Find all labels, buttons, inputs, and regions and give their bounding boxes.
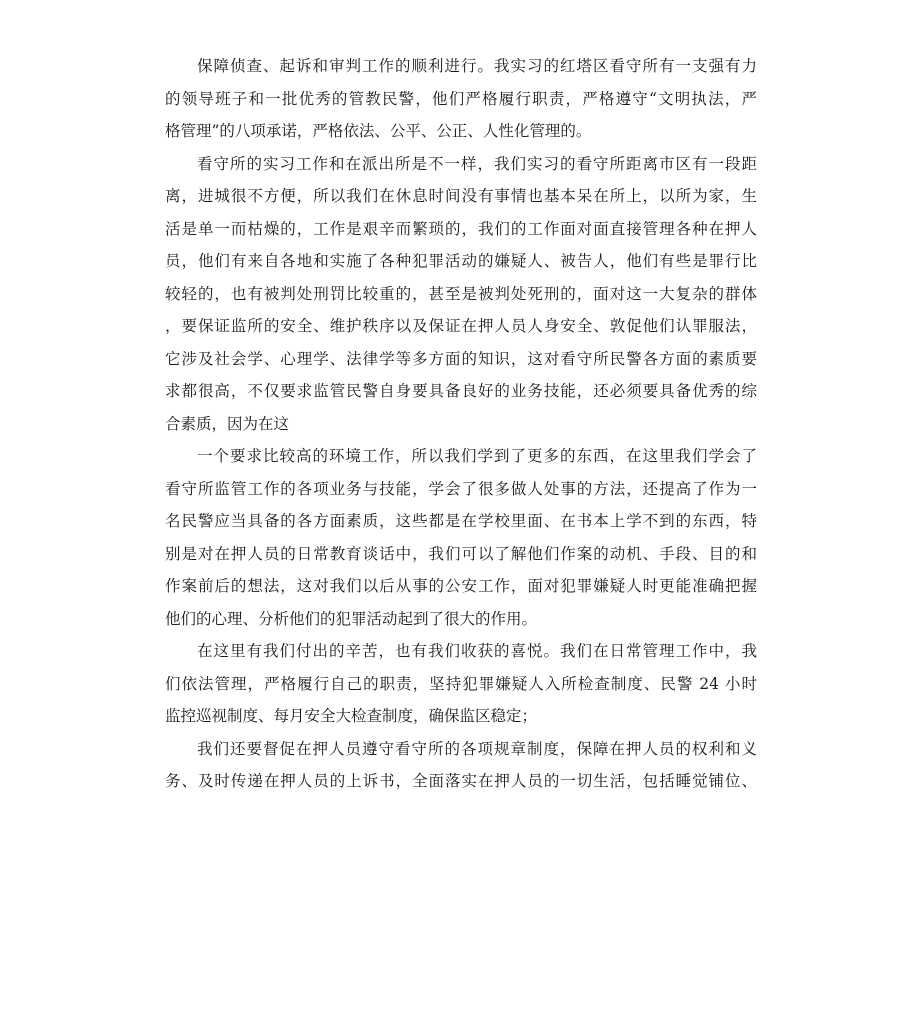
document-body	[165, 50, 757, 798]
text-line: 格管理”的八项承诺，严格依法、公平、公正、人性化管理的。	[165, 122, 592, 140]
paragraph-2	[165, 148, 757, 441]
text-line: 看守所监管工作的各项业务与技能，学会了很多做人处事的方法，还提高了作为一	[165, 479, 757, 498]
paragraph-1	[165, 50, 757, 148]
text-line: 它涉及社会学、心理学、法律学等多方面的知识，这对看守所民警各方面的素质要	[165, 349, 757, 368]
text-line: 务、及时传递在押人员的上诉书，全面落实在押人员的一切生活，包括睡觉铺位、	[165, 772, 757, 790]
text-line: 他们的心理、分析他们的犯罪活动起到了很大的作用。	[165, 609, 538, 628]
text-line: 在这里有我们付出的辛苦，也有我们收获的喜悦。我们在日常管理工作中，我	[197, 642, 757, 660]
paragraph-3	[165, 440, 757, 635]
text-line: 别是对在押人员的日常教育谈话中，我们可以了解他们作案的动机、手段、目的和	[165, 544, 757, 563]
text-line: 我们还要督促在押人员遵守看守所的各项规章制度，保障在押人员的权利和义	[197, 739, 757, 758]
text-line: 保障侦查、起诉和审判工作的顺利进行。我实习的红塔区看守所有一支强有力	[197, 57, 757, 75]
text-line: 的领导班子和一批优秀的管教民警，他们严格履行职责，严格遵守“文明执法，严	[165, 89, 757, 108]
text-line: 合素质，因为在这	[165, 414, 290, 433]
text-line: 一个要求比较高的环境工作，所以我们学到了更多的东西，在这里我们学会了	[197, 447, 757, 465]
text-line: ，要保证监所的安全、维护秩序以及保证在押人员人身安全、敦促他们认罪服法，	[165, 317, 757, 335]
text-line: 监控巡视制度、每月安全大检查制度，确保监区稳定；	[165, 707, 538, 725]
paragraph-5	[165, 733, 757, 798]
text-line: 活是单一而枯燥的，工作是艰辛而繁琐的，我们的工作面对面直接管理各种在押人	[165, 219, 757, 238]
text-line: 们依法管理，严格履行自己的职责，坚持犯罪嫌疑人入所检查制度、民警 24 小时	[165, 674, 757, 693]
text-line: 较轻的，也有被判处刑罚比较重的，甚至是被判处死刑的，面对这一大复杂的群体	[165, 284, 757, 303]
text-line: 名民警应当具备的各方面素质，这些都是在学校里面、在书本上学不到的东西，特	[165, 512, 757, 530]
text-line: 离，进城很不方便，所以我们在休息时间没有事情也基本呆在所上，以所为家，生	[165, 187, 757, 205]
text-line: 作案前后的想法，这对我们以后从事的公安工作，面对犯罪嫌疑人时更能准确把握	[165, 577, 757, 595]
paragraph-4	[165, 635, 757, 733]
text-line: 求都很高，不仅要求监管民警自身要具备良好的业务技能，还必须要具备优秀的综	[165, 382, 757, 400]
text-line: 员，他们有来自各地和实施了各种犯罪活动的嫌疑人、被告人，他们有些是罪行比	[165, 252, 757, 270]
text-line: 看守所的实习工作和在派出所是不一样，我们实习的看守所距离市区有一段距	[197, 154, 757, 173]
